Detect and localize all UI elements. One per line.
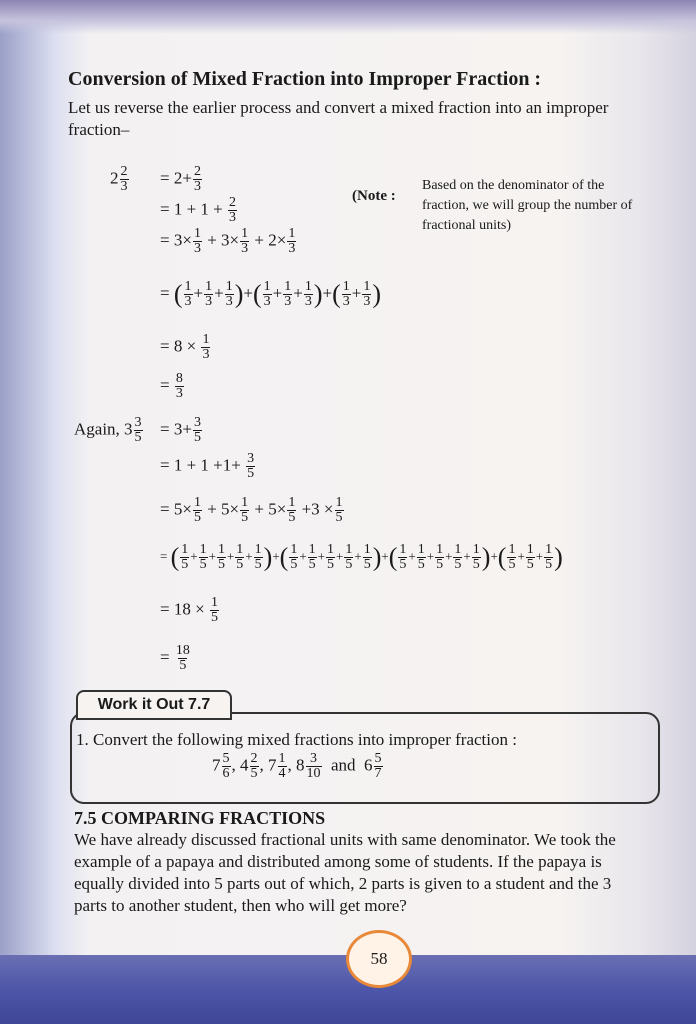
section-line-2: example of a papaya and distributed among some of students. If the papaya is [74, 852, 602, 871]
section-heading: Conversion of Mixed Fraction into Improper Fraction : [68, 68, 542, 90]
ex2-line-1: = 3+ $\frac{3}{5}$ [160, 415, 201, 445]
top-decorative-band [0, 0, 696, 34]
work-it-out-tab: Work it Out 7.7 [76, 690, 232, 720]
ex1-line-1: = 2+ $\frac{2}{3}$ [160, 164, 201, 194]
section-title: 7.5 COMPARING FRACTIONS [74, 808, 326, 828]
ex2-line-5: = 18 × $\frac{1}{5}$ [160, 595, 218, 625]
ex1-line-5: = 8 × $\frac{1}{3}$ [160, 332, 210, 362]
note-line-3: fractional units) [422, 218, 512, 233]
note-line-1: Based on the denominator of the [422, 178, 605, 193]
section-line-4: parts to another student, then who will get more? [74, 896, 407, 915]
ex1-mixed-fraction: 2 $\frac{2}{3}$ [110, 164, 128, 194]
ex2-mixed-fraction: Again, 3 $\frac{3}{5}$ [74, 415, 142, 445]
work-question: 1. Convert the following mixed fractions into improper fraction : [76, 730, 517, 749]
intro-line-1: Let us reverse the earlier process and convert a mixed fraction into an improper [68, 98, 609, 117]
ex2-line-4: = ( $\frac{1}{5}$ + $\frac{1}{5}$ + $\frac{1}{5}$ + $\frac{1}{5}$ + $\frac{1}{5}$ )+( $\frac{1}{5}$ + $\frac{1}{5}$ + $\frac{1}{5}$ + $\frac{1}{5}$ + $\frac{1}{5}$ )+( $\frac{1}{5}$ + $\frac{1}{5}$ + $\frac{1}{5}$ + $\frac{1}{5}$ + $\frac{1}{5}$ )+( $\frac{1}{5}$ + $\frac{1}{5}$ + $\frac{1}{5}$ ) [160, 542, 563, 572]
ex1-line-4: = ( $\frac{1}{3}$ + $\frac{1}{3}$ + $\frac{1}{3}$ )+( $\frac{1}{3}$ + $\frac{1}{3}$ + $\frac{1}{3}$ )+( $\frac{1}{3}$ + $\frac{1}{3}$ ) [160, 279, 382, 309]
ex1-line-2: = 1 + 1 + $\frac{2}{3}$ [160, 195, 237, 225]
ex2-line-3: = 5× $\frac{1}{5}$ + 5× $\frac{1}{5}$ + 5× $\frac{1}{5}$ +3 × $\frac{1}{5}$ [160, 495, 343, 525]
ex2-line-2: = 1 + 1 +1+ $\frac{3}{5}$ [160, 451, 255, 481]
ex2-result: = $\frac{18}{5}$ [160, 643, 190, 673]
intro-line-2: fraction– [68, 120, 130, 139]
ex1-line-3: = 3× $\frac{1}{3}$ + 3× $\frac{1}{3}$ + 2× $\frac{1}{3}$ [160, 226, 296, 256]
work-fraction-list: 7 $\frac{5}{6}$ , 4 $\frac{2}{5}$ , 7 $\frac{1}{4}$ , 8 $\frac{3}{10}$ and 6 $\frac{5}{7}$ [212, 751, 382, 781]
section-line-3: equally divided into 5 parts out of which, 2 parts is given to a student and the 3 [74, 874, 612, 893]
section-line-1: We have already discussed fractional units with same denominator. We took the [74, 830, 616, 849]
ex1-result: = $\frac{8}{3}$ [160, 371, 183, 401]
note-line-2: fraction, we will group the number of [422, 198, 633, 213]
page-number: 58 [346, 930, 412, 988]
note-label: (Note : [352, 188, 396, 204]
